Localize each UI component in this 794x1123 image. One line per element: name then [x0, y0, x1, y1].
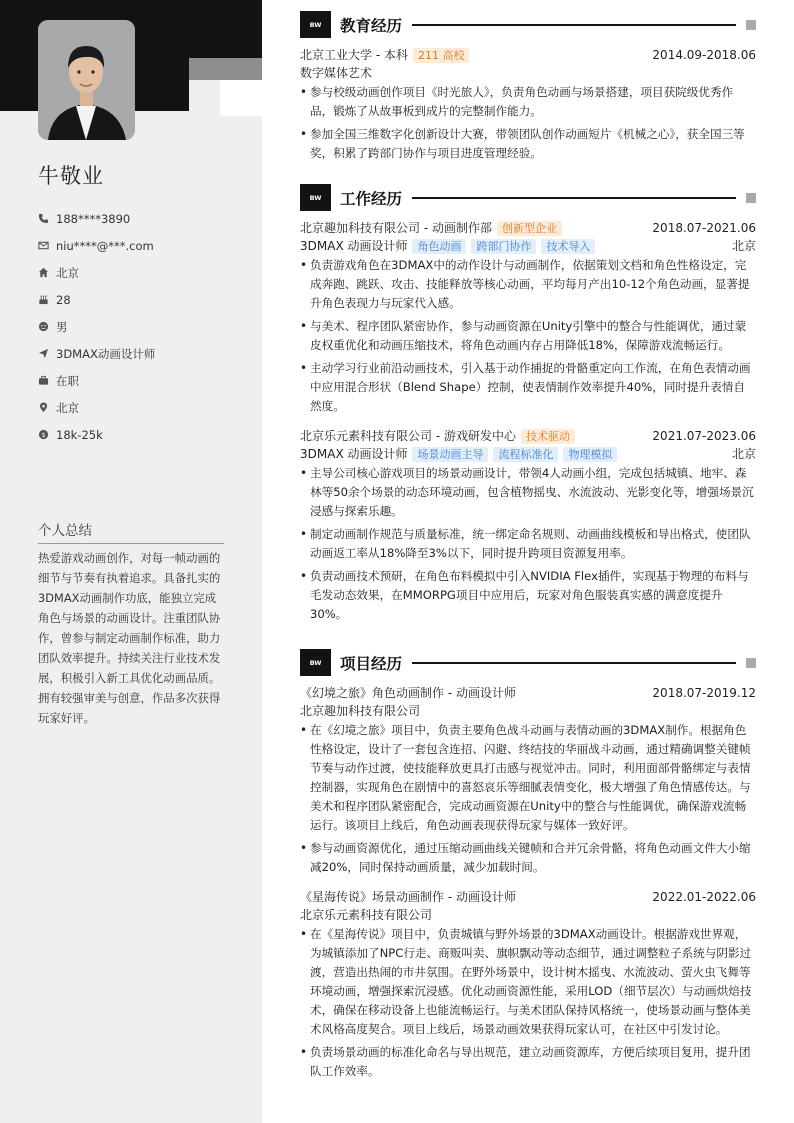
info-text: 在职: [56, 373, 79, 388]
project-bullets: [300, 721, 756, 877]
project-company: 北京趣加科技有限公司: [300, 704, 421, 718]
section-divider: [412, 197, 736, 199]
info-email: [38, 232, 248, 259]
info-location: [38, 394, 248, 421]
info-gender: [38, 313, 248, 340]
info-text: niu****@***.com: [56, 238, 154, 253]
section-badge: BW: [300, 184, 331, 211]
header-accent-bar: [189, 58, 262, 80]
company-name: 北京乐元素科技有限公司 - 游戏研发中心: [300, 429, 516, 443]
salary-icon: [38, 429, 56, 440]
project-entry: [300, 888, 756, 1085]
project-company: 北京乐元素科技有限公司: [300, 908, 433, 922]
send-icon: [38, 348, 56, 359]
skill-tag: 角色动画: [412, 239, 466, 254]
section-divider: [412, 24, 736, 26]
list-item: • 参与动画资源优化，通过压缩动画曲线关键帧和合并冗余骨骼，将角色动画文件大小缩减20%，同时保持动画质量，减少加载时间。: [300, 839, 756, 877]
home-icon: [38, 267, 56, 278]
sidebar: [0, 0, 262, 1123]
section-title: 项目经历: [340, 654, 403, 673]
section-marker: [746, 193, 756, 203]
section-header-projects: [300, 649, 756, 676]
gender-icon: [38, 321, 56, 332]
section-marker: [746, 658, 756, 668]
work-date: 2018.07-2021.06: [652, 221, 756, 235]
svg-text:$: $: [41, 430, 46, 439]
skill-tag: 物理模拟: [563, 447, 617, 462]
summary-text: 热爱游戏动画创作，对每一帧动画的细节与节奏有执着追求。具备扎实的3DMAX动画制作功底，能独立完成角色与场景的动画设计。注重团队协作，曾参与制定动画制作标准，助力团队效率提升。持续关注行业技术发展，积极引入新工具优化动画品质。拥有较强审美与创意，作品多次获得玩家好评。: [38, 551, 221, 725]
company-tag: 创新型企业: [497, 221, 562, 236]
job-role: 3DMAX 动画设计师: [300, 447, 408, 461]
skill-tag: 跨部门协作: [471, 239, 536, 254]
section-divider: [412, 662, 736, 664]
school-tag: 211 高校: [413, 48, 470, 63]
list-item: • 主动学习行业前沿动画技术，引入基于动作捕捉的骨骼重定向工作流，在角色表情动画中应用混合形状（Blend Shape）控制，使表情制作效率提升40%，同时提升表情自然度。: [300, 359, 756, 416]
list-item: • 负责动画技术预研，在角色布料模拟中引入NVIDIA Flex插件，实现基于物理的布料与毛发动态效果，在MMORPG项目中应用后，玩家对角色服装真实感的满意度提升30%。: [300, 567, 756, 624]
info-text: 北京: [56, 265, 79, 280]
list-item: • 在《星海传说》项目中，负责城镇与野外场景的3DMAX动画设计。根据游戏世界观，为城镇添加了NPC行走、商贩叫卖、旗帜飘动等动态细节，通过调整粒子系统与阴影过渡，营造出热闹的市井氛围。在野外场景中，设计树木摇曳、水流波动、萤火虫飞舞等环境动画，增强探索沉浸感。优化动画资源性能，采用LOD（细节层次）与动画烘焙技术，确保在移动设备上也能流畅运行。与美术团队保持风格统一，使场景动画与整体美术风格高度契合。项目上线后，场景动画效果获得玩家认可，在社区中引发讨论。: [300, 925, 756, 1039]
work-bullets: [300, 464, 756, 624]
work-entry: [300, 427, 756, 628]
major: 数字媒体艺术: [300, 66, 373, 80]
job-city: 北京: [731, 447, 756, 461]
project-date: 2022.01-2022.06: [652, 890, 756, 904]
briefcase-icon: [38, 375, 56, 386]
section-title: 教育经历: [340, 16, 403, 35]
cake-icon: [38, 294, 56, 305]
list-item: • 与美术、程序团队紧密协作，参与动画资源在Unity引擎中的整合与性能调优，通过蒙皮权重优化和动画压缩技术，将角色动画内存占用降低18%，保障游戏流畅运行。: [300, 317, 756, 355]
job-city: 北京: [731, 239, 756, 253]
section-header-work: [300, 184, 756, 211]
section-header-education: [300, 11, 756, 38]
section-title: 工作经历: [340, 189, 403, 208]
section-badge: BW: [300, 11, 331, 38]
education-bullets: [300, 83, 756, 163]
school-name: 北京工业大学 - 本科: [300, 48, 408, 62]
info-age: [38, 286, 248, 313]
info-text: 北京: [56, 400, 79, 415]
info-status: [38, 367, 248, 394]
header-accent-block: [220, 80, 262, 116]
info-text: 28: [56, 292, 71, 307]
job-role: 3DMAX 动画设计师: [300, 239, 408, 253]
avatar: [38, 20, 135, 140]
project-name: 《幻境之旅》角色动画制作 - 动画设计师: [300, 686, 516, 700]
list-item: • 在《幻境之旅》项目中，负责主要角色战斗动画与表情动画的3DMAX制作。根据角色性格设定，设计了一套包含连招、闪避、终结技的华丽战斗动画，通过精确调整关键帧节奏与动作过渡，使技能释放更具打击感与视觉冲击。同时，利用面部骨骼绑定与表情控制器，实现角色在剧情中的喜怒哀乐等细腻表情变化，极大增强了角色情感传达。与美术和程序团队紧密配合，完成动画资源在Unity中的整合与性能调优，确保游戏流畅运行。该项目上线后，角色动画表现获得玩家与媒体一致好评。: [300, 721, 756, 835]
company-name: 北京趣加科技有限公司 - 动画制作部: [300, 221, 492, 235]
project-date: 2018.07-2019.12: [652, 686, 756, 700]
skill-tag: 流程标准化: [493, 447, 558, 462]
candidate-name: 牛敬业: [38, 164, 104, 188]
summary-title: 个人总结: [38, 519, 224, 544]
info-phone: [38, 205, 248, 232]
list-item: • 负责场景动画的标准化命名与导出规范，建立动画资源库，方便后续项目复用，提升团队工作效率。: [300, 1043, 756, 1081]
location-pin-icon: [38, 402, 56, 413]
info-city: [38, 259, 248, 286]
education-date: 2014.09-2018.06: [652, 48, 756, 62]
info-salary: [38, 421, 248, 448]
education-entry: [300, 46, 756, 167]
list-item: • 负责游戏角色在3DMAX中的动作设计与动画制作，依据策划文档和角色性格设定，完成奔跑、跳跃、攻击、技能释放等核心动画，平均每月产出10-12个角色动画，显著提升角色表现力与玩家代入感。: [300, 256, 756, 313]
list-item: • 参与校级动画创作项目《时光旅人》，负责角色动画与场景搭建，项目获院级优秀作品，锻炼了从故事板到成片的完整制作能力。: [300, 83, 756, 121]
list-item: • 主导公司核心游戏项目的场景动画设计，带领4人动画小组，完成包括城镇、地牢、森林等50余个场景的动态环境动画，包含植物摇曳、水流波动、光影变化等，增强场景沉浸感与探索乐趣。: [300, 464, 756, 521]
project-bullets: [300, 925, 756, 1081]
info-position: [38, 340, 248, 367]
section-marker: [746, 20, 756, 30]
section-badge: BW: [300, 649, 331, 676]
work-date: 2021.07-2023.06: [652, 429, 756, 443]
info-text: 男: [56, 319, 68, 334]
info-text: 188****3890: [56, 211, 131, 226]
info-text: 18k-25k: [56, 427, 103, 442]
phone-icon: [38, 213, 56, 224]
project-name: 《星海传说》场景动画制作 - 动画设计师: [300, 890, 516, 904]
company-tag: 技术驱动: [521, 429, 575, 444]
work-entry: [300, 219, 756, 420]
project-entry: [300, 684, 756, 881]
skill-tag: 技术导入: [541, 239, 595, 254]
work-bullets: [300, 256, 756, 416]
skill-tag: 场景动画主导: [412, 447, 488, 462]
contact-info: [38, 205, 248, 448]
list-item: • 参加全国三维数字化创新设计大赛，带领团队创作动画短片《机械之心》，获全国三等奖，积累了跨部门协作与项目进度管理经验。: [300, 125, 756, 163]
info-text: 3DMAX动画设计师: [56, 346, 156, 361]
list-item: • 制定动画制作规范与质量标准，统一绑定命名规则、动画曲线模板和导出格式，使团队动画返工率从18%降至3%以下，同时提升跨项目资源复用率。: [300, 525, 756, 563]
email-icon: [38, 240, 56, 251]
